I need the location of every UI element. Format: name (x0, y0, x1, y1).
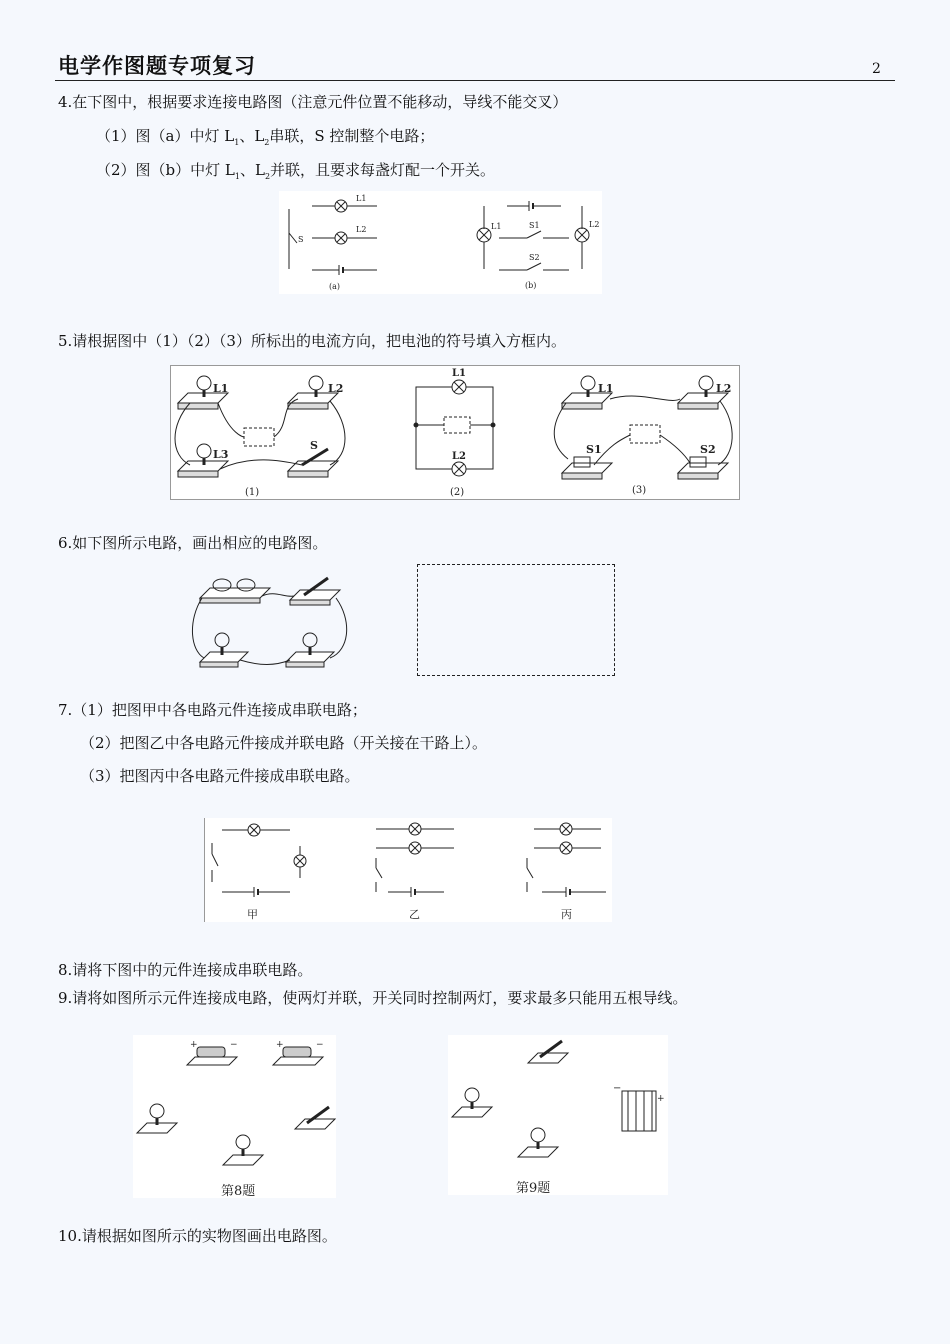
question-9-figure (448, 1035, 668, 1195)
question-5-figure (170, 365, 740, 500)
question-10-text: 10.请根据如图所示的实物图画出电路图。 (58, 1227, 337, 1245)
question-4-text: 4.在下图中，根据要求连接电路图（注意元件位置不能移动，导线不能交叉） (58, 93, 568, 111)
fig-bing-label: 丙 (561, 908, 572, 921)
q5-fig1-l3: L3 (213, 448, 229, 461)
question-6-text: 6.如下图所示电路，画出相应的电路图。 (58, 534, 328, 552)
fig-b-caption: (b) (525, 281, 537, 290)
header-rule (55, 80, 895, 81)
fig-b-label-l2: L2 (589, 220, 600, 229)
q5-fig1-caption: (1) (245, 487, 260, 498)
fig-b-label-s2: S2 (529, 253, 540, 262)
q5-fig3-caption: (3) (632, 485, 647, 496)
question-8-figure (133, 1035, 336, 1198)
q5-fig3-l2: L2 (716, 382, 732, 395)
fig-a-label-l2: L2 (356, 225, 367, 234)
answer-box[interactable] (417, 564, 615, 676)
svg-text:−: − (230, 1040, 238, 1050)
page-title: 电学作图题专项复习 (58, 54, 256, 78)
question-9-text: 9.请将如图所示元件连接成电路，使两灯并联，开关同时控制两灯，要求最多只能用五根导线。 (58, 989, 688, 1007)
fig-a-caption: (a) (329, 282, 341, 291)
q5-fig3-s1: S1 (586, 443, 602, 456)
svg-text:−: − (316, 1040, 324, 1050)
svg-text:+: + (190, 1040, 198, 1050)
question-6-figure (190, 570, 353, 670)
q5-fig2-caption: (2) (450, 487, 465, 498)
svg-text:−: − (613, 1083, 622, 1094)
q5-fig3 (554, 376, 732, 496)
q5-fig1-l1: L1 (213, 382, 229, 395)
fig-b-label-l1: L1 (491, 222, 502, 231)
fig-a-label-l1: L1 (356, 194, 367, 203)
question-7-figure (204, 818, 612, 922)
question-7-sub2: （2）把图乙中各电路元件接成并联电路（开关接在干路上）。 (80, 734, 488, 752)
svg-text:+: + (276, 1040, 284, 1050)
q5-fig1 (175, 376, 345, 498)
fig-jia-label: 甲 (247, 908, 258, 921)
question-7-sub3: （3）把图丙中各电路元件接成串联电路。 (80, 767, 360, 785)
question-5-text: 5.请根据图中（1）（2）（3）所标出的电流方向，把电池的符号填入方框内。 (58, 332, 566, 350)
question-4-sub2: （2）图（b）中灯 $L_1$、$L_2$并联，且要求每盏灯配一个开关。 (96, 161, 496, 181)
fig-a-label-s: S (298, 235, 304, 244)
q5-fig2-l2: L2 (452, 451, 466, 462)
svg-text:+: + (657, 1094, 665, 1104)
question-4-sub1: （1）图（a）中灯 $L_1$、$L_2$串联，S 控制整个电路； (96, 127, 435, 147)
question-7-text: 7.（1）把图甲中各电路元件连接成串联电路； (58, 701, 367, 719)
question-9-caption: 第9题 (516, 1181, 551, 1195)
q5-fig1-l2: L2 (328, 382, 344, 395)
q5-fig1-s: S (310, 439, 318, 452)
page-number: 2 (872, 61, 881, 77)
question-4-figure (279, 191, 602, 294)
q5-fig3-s2: S2 (700, 443, 716, 456)
q5-fig2 (414, 368, 495, 498)
fig-b-label-s1: S1 (529, 221, 540, 230)
q5-fig2-l1: L1 (452, 368, 466, 379)
question-8-caption: 第8题 (221, 1184, 256, 1198)
question-8-text: 8.请将下图中的元件连接成串联电路。 (58, 961, 313, 979)
q5-fig3-l1: L1 (598, 382, 614, 395)
fig-yi-label: 乙 (409, 908, 420, 921)
